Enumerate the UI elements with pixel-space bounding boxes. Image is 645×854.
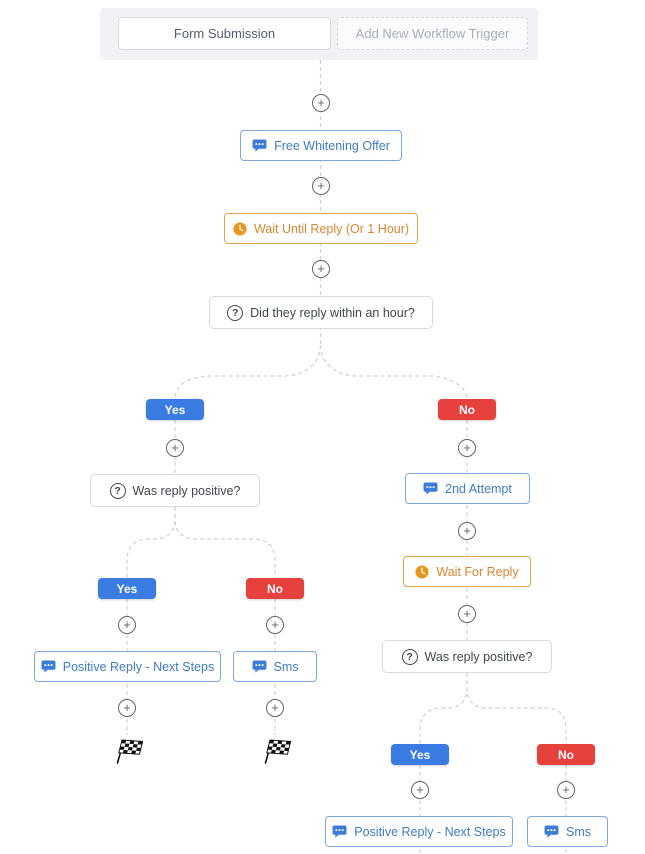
node-label: 2nd Attempt bbox=[445, 481, 512, 496]
action-node-free-whitening-offer[interactable] bbox=[240, 130, 402, 161]
branch-no-badge[interactable]: No bbox=[438, 399, 496, 420]
sms-chat-icon bbox=[252, 139, 267, 152]
node-label: Positive Reply - Next Steps bbox=[354, 824, 506, 839]
branch-no-badge[interactable]: No bbox=[246, 578, 304, 599]
plus-button[interactable]: + bbox=[266, 616, 284, 634]
plus-button[interactable]: + bbox=[266, 699, 284, 717]
sms-chat-icon bbox=[544, 825, 559, 838]
action-node-2nd-attempt[interactable] bbox=[405, 473, 530, 504]
plus-button[interactable]: + bbox=[458, 439, 476, 457]
node-label: Sms bbox=[566, 824, 591, 839]
clock-icon bbox=[233, 222, 247, 236]
trigger-tab-form-submission[interactable]: Form Submission bbox=[118, 17, 331, 50]
plus-button[interactable]: + bbox=[458, 605, 476, 623]
branch-yes-badge[interactable]: Yes bbox=[391, 744, 449, 765]
add-new-workflow-trigger-button[interactable]: Add New Workflow Trigger bbox=[337, 17, 528, 50]
plus-button[interactable]: + bbox=[118, 699, 136, 717]
plus-button[interactable]: + bbox=[312, 94, 330, 112]
node-label: Wait Until Reply (Or 1 Hour) bbox=[253, 221, 410, 236]
sms-chat-icon bbox=[41, 660, 56, 673]
condition-node-was-reply-positive-left[interactable] bbox=[90, 474, 260, 507]
action-node-sms-right[interactable] bbox=[527, 816, 608, 847]
question-icon: ? bbox=[227, 305, 243, 321]
plus-button[interactable]: + bbox=[312, 260, 330, 278]
plus-button[interactable]: + bbox=[312, 177, 330, 195]
action-node-positive-reply-next-steps-left[interactable] bbox=[34, 651, 221, 682]
node-label: Free Whitening Offer bbox=[274, 138, 390, 153]
clock-icon bbox=[415, 565, 429, 579]
node-label: Was reply positive? bbox=[132, 483, 241, 498]
plus-button[interactable]: + bbox=[458, 522, 476, 540]
node-label: Did they reply within an hour? bbox=[250, 305, 415, 320]
action-node-positive-reply-next-steps-right[interactable] bbox=[325, 816, 513, 847]
sms-chat-icon bbox=[332, 825, 347, 838]
plus-button[interactable]: + bbox=[411, 781, 429, 799]
node-label: Was reply positive? bbox=[424, 649, 533, 664]
branch-yes-badge[interactable]: Yes bbox=[98, 578, 156, 599]
sms-chat-icon bbox=[252, 660, 267, 673]
branch-yes-badge[interactable]: Yes bbox=[146, 399, 204, 420]
question-icon: ? bbox=[402, 649, 418, 665]
node-label: Positive Reply - Next Steps bbox=[62, 659, 215, 674]
condition-node-was-reply-positive-right[interactable] bbox=[382, 640, 552, 673]
plus-button[interactable]: + bbox=[557, 781, 575, 799]
action-node-wait-for-reply[interactable] bbox=[403, 556, 531, 587]
question-icon: ? bbox=[110, 483, 126, 499]
plus-button[interactable]: + bbox=[166, 439, 184, 457]
sms-chat-icon bbox=[423, 482, 438, 495]
plus-button[interactable]: + bbox=[118, 616, 136, 634]
condition-node-did-they-reply[interactable] bbox=[209, 296, 433, 329]
checkered-flag-icon bbox=[259, 736, 291, 766]
action-node-wait-until-reply[interactable] bbox=[224, 213, 418, 244]
branch-no-badge[interactable]: No bbox=[537, 744, 595, 765]
checkered-flag-icon bbox=[111, 736, 143, 766]
trigger-bar bbox=[100, 8, 538, 60]
node-label: Sms bbox=[273, 659, 299, 674]
action-node-sms-left[interactable] bbox=[233, 651, 317, 682]
node-label: Wait For Reply bbox=[436, 564, 519, 579]
